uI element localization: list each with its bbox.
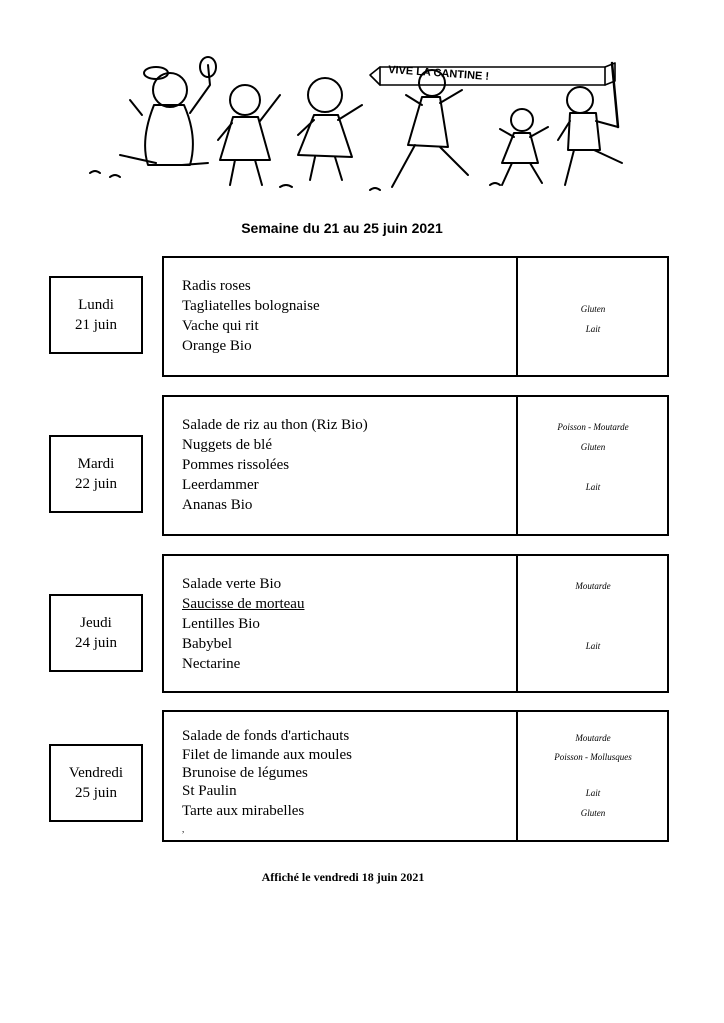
day-name: Jeudi (80, 615, 112, 631)
day-date: 25 juin (74, 785, 118, 801)
posted-date: Affiché le vendredi 18 juin 2021 (261, 870, 425, 884)
dish: , (182, 824, 185, 834)
allergen-label: Gluten (580, 808, 606, 818)
dish: Saucisse de morteau (182, 596, 305, 612)
allergen-label: Poisson - Moutarde (557, 422, 629, 432)
day-box-lundi (49, 276, 143, 354)
menu-box-lundi (162, 256, 669, 377)
day-name: Vendredi (68, 765, 124, 781)
dish: Babybel (182, 636, 232, 652)
allergen-label: Moutarde (575, 581, 611, 591)
dish: Brunoise de légumes (182, 765, 308, 781)
day-name: Mardi (77, 456, 115, 472)
day-box-jeudi (49, 594, 143, 672)
dish: St Paulin (182, 783, 237, 799)
dish: Nectarine (182, 656, 241, 672)
week-title: Semaine du 21 au 25 juin 2021 (241, 220, 443, 236)
allergen-label: Lait (585, 641, 601, 651)
allergen-label: Lait (585, 482, 601, 492)
column-divider (516, 556, 518, 691)
dish: Salade verte Bio (182, 576, 282, 592)
allergen-label: Gluten (580, 442, 606, 452)
dish: Salade de riz au thon (Riz Bio) (182, 417, 368, 433)
banner-text: VIVE LA CANTINE ! (387, 63, 490, 83)
day-box-vendredi (49, 744, 143, 822)
allergen-label: Lait (585, 788, 601, 798)
day-box-mardi (49, 435, 143, 513)
dish: Salade de fonds d'artichauts (182, 728, 350, 744)
dish: Tagliatelles bolognaise (182, 298, 320, 314)
dish: Filet de limande aux moules (182, 747, 352, 763)
menu-box-vendredi (162, 710, 669, 842)
allergen-label: Moutarde (575, 733, 611, 743)
dish: Radis roses (182, 278, 251, 294)
dish: Leerdammer (182, 477, 259, 493)
dish: Vache qui rit (182, 318, 259, 334)
day-date: 24 juin (74, 635, 118, 651)
menu-box-mardi (162, 395, 669, 536)
dish: Nuggets de blé (182, 437, 272, 453)
allergen-label: Gluten (580, 304, 606, 314)
column-divider (516, 258, 518, 375)
dish: Tarte aux mirabelles (182, 803, 305, 819)
allergen-label: Lait (585, 324, 601, 334)
cantine-banner-illustration (70, 45, 640, 200)
column-divider (516, 712, 518, 840)
allergen-label: Poisson - Mollusques (554, 752, 632, 762)
menu-box-jeudi (162, 554, 669, 693)
dish: Pommes rissolées (182, 457, 290, 473)
column-divider (516, 397, 518, 534)
day-date: 22 juin (74, 476, 118, 492)
day-date: 21 juin (74, 317, 118, 333)
dish: Ananas Bio (182, 497, 253, 513)
dish: Lentilles Bio (182, 616, 260, 632)
dish: Orange Bio (182, 338, 252, 354)
day-name: Lundi (78, 297, 114, 313)
